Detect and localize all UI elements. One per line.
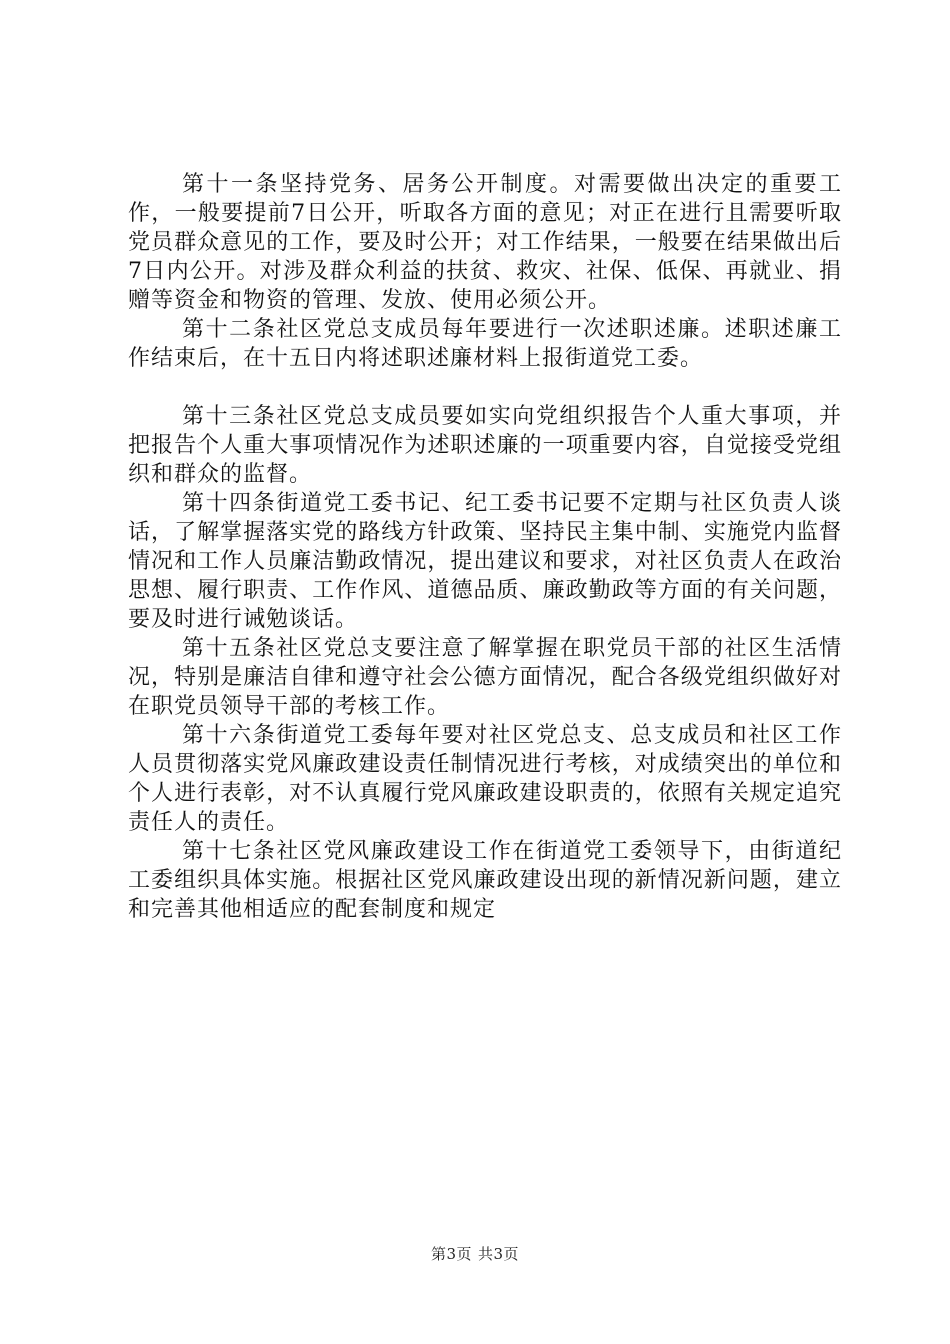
article-12-paragraph: 第十二条社区党总支成员每年要进行一次述职述廉。述职述廉工作结束后，在十五日内将述职述廉材料上报街道党工委。 <box>128 317 842 371</box>
document-body <box>128 170 842 924</box>
article-17-paragraph: 第十七条社区党风廉政建设工作在街道党工委领导下，由街道纪工委组织具体实施。根据社区党风廉政建设出现的新情况新问题，建立和完善其他相适应的配套制度和规定 <box>128 839 842 922</box>
page-total: 共3页 <box>478 1245 520 1263</box>
article-11-paragraph: 第十一条坚持党务、居务公开制度。对需要做出决定的重要工作，一般要提前7日公开，听取各方面的意见；对正在进行且需要听取党员群众意见的工作，要及时公开；对工作结果，一般要在结果做出后7日内公开。对涉及群众利益的扶贫、救灾、社保、低保、再就业、捐赠等资金和物资的管理、发放、使用必须公开。 <box>128 172 842 313</box>
article-14-paragraph: 第十四条街道党工委书记、纪工委书记要不定期与社区负责人谈话，了解掌握落实党的路线方针政策、坚持民主集中制、实施党内监督情况和工作人员廉洁勤政情况，提出建议和要求，对社区负责人在政治思想、履行职责、工作作风、道德品质、廉政勤政等方面的有关问题，要及时进行诫勉谈话。 <box>128 491 842 632</box>
article-13-paragraph: 第十三条社区党总支成员要如实向党组织报告个人重大事项，并把报告个人重大事项情况作为述职述廉的一项重要内容，自觉接受党组织和群众的监督。 <box>128 404 842 487</box>
page-footer <box>0 1243 950 1264</box>
page-number: 第3页 <box>430 1245 472 1263</box>
article-16-paragraph: 第十六条街道党工委每年要对社区党总支、总支成员和社区工作人员贯彻落实党风廉政建设责任制情况进行考核，对成绩突出的单位和个人进行表彰，对不认真履行党风廉政建设职责的，依照有关规定追究责任人的责任。 <box>128 723 842 835</box>
article-15-paragraph: 第十五条社区党总支要注意了解掌握在职党员干部的社区生活情况，特别是廉洁自律和遵守社会公德方面情况，配合各级党组织做好对在职党员领导干部的考核工作。 <box>128 636 842 719</box>
